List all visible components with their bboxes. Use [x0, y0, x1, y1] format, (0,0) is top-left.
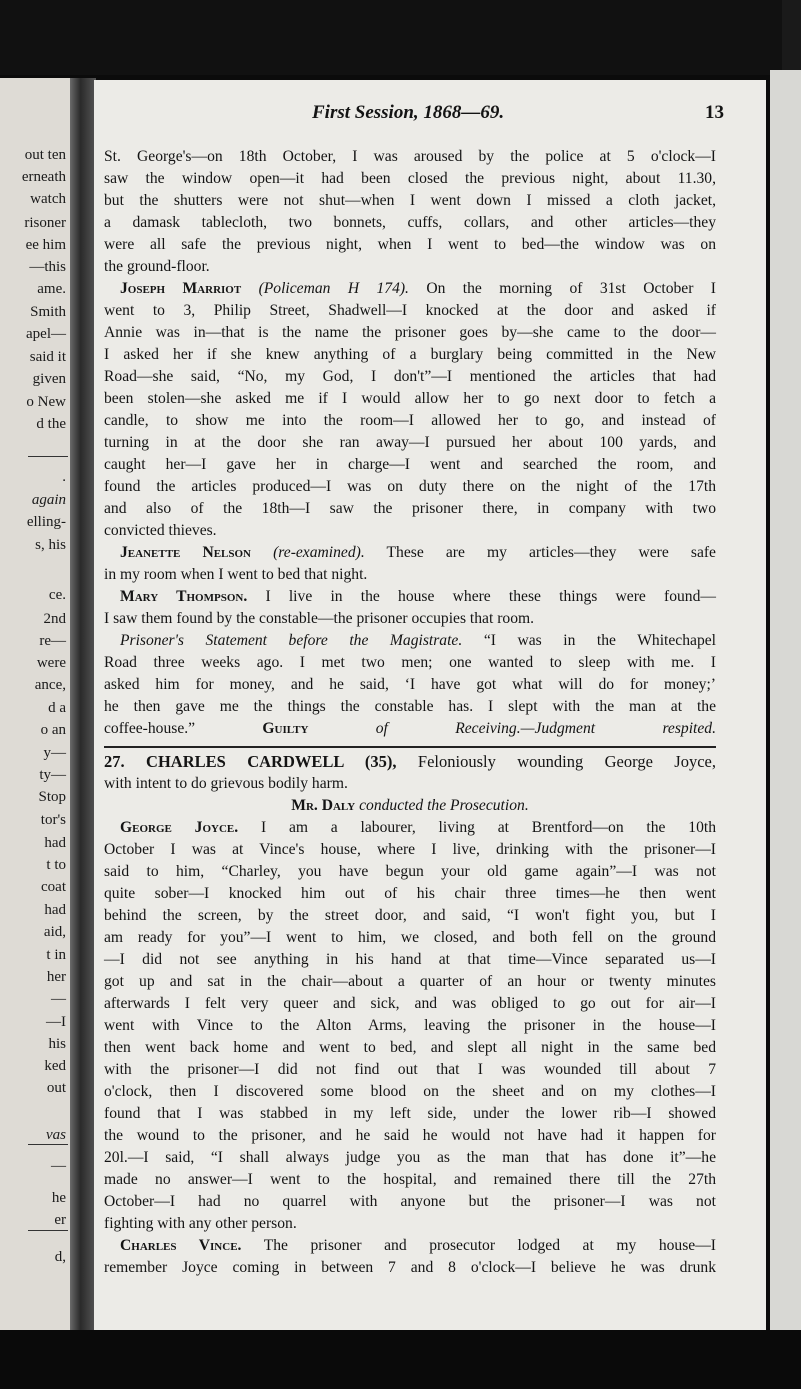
witness-name: George Joyce.: [120, 819, 239, 836]
facing-page-text-fragment: ce.: [48, 587, 66, 603]
prosecution-counsel: Mr. Daly: [291, 797, 356, 814]
facing-page-text-fragment: —: [51, 991, 66, 1007]
prosecution-line: [104, 795, 716, 817]
text-line: but the shutters were not shut—when I went down I missed a cloth jacket,: [104, 192, 716, 209]
paragraph-joyce-testimony: [104, 839, 716, 1213]
page-body: [104, 146, 716, 1279]
page-title: First Session, 1868—69.: [312, 102, 505, 123]
text-line: October—I had no quarrel with anyone but the prisoner—I was not: [104, 1193, 716, 1210]
facing-page-text-fragment: his: [48, 1036, 66, 1052]
facing-page-text-fragment: ee him: [25, 237, 66, 253]
facing-page-text-fragment: said it: [29, 349, 66, 365]
text-line: asked him for money, and he said, ‘I have got what will do for money;’: [104, 676, 716, 693]
text-line: went to 3, Philip Street, Shadwell—I knocked at the door and asked if: [104, 302, 716, 319]
text-line: 20l.—I said, “I shall always judge you as the man that has done it”—he: [104, 1149, 716, 1166]
facing-page-text-fragment: apel—: [26, 326, 66, 342]
prosecution-text: conducted the Prosecution.: [359, 797, 529, 814]
case-charge-continued: with intent to do grievous bodily harm.: [104, 775, 348, 792]
text-line: and also of the 18th—I saw the prisoner there, in company with two: [104, 500, 716, 517]
facing-page-text-fragment: her: [46, 969, 66, 985]
text-line: caught her—I gave her in charge—I went and searched the room, and: [104, 456, 716, 473]
text-line: convicted thieves.: [104, 522, 217, 539]
text-line: found that I was stabbed in my left side, under the lower rib—I showed: [104, 1105, 716, 1122]
text-line: afterwards I felt very queer and sick, and was obliged to go out for air—I: [104, 995, 716, 1012]
verdict-line: [104, 718, 716, 740]
facing-page-text-fragment: .: [62, 469, 66, 485]
facing-page-rule: [28, 1230, 68, 1231]
running-header: [94, 102, 766, 128]
facing-page-text-fragment: were: [36, 655, 66, 671]
text-line: behind the screen, by the street door, and said, “I won't fight you, but I: [104, 907, 716, 924]
book-page: [94, 80, 766, 1330]
scan-bottom-border: [0, 1330, 801, 1389]
case-number: 27.: [104, 752, 125, 771]
text-line: —I did not see anything in his hand at that time—Vince separated us—I: [104, 951, 716, 968]
verdict-text: of Receiving.—Judgment respited.: [375, 720, 716, 737]
statement-label: Prisoner's Statement before the Magistrate.: [120, 632, 463, 649]
witness-name: Mary Thompson.: [120, 588, 248, 605]
facing-page-text-fragment: ty—: [39, 767, 66, 783]
text-line: Road—she said, “No, my God, I don't”—I mentioned the articles that had: [104, 368, 716, 385]
witness-name: Charles Vince.: [120, 1237, 242, 1254]
verdict-guilty: Guilty: [262, 720, 309, 737]
facing-page-text-fragment: o New: [26, 394, 66, 410]
facing-page-text-fragment: d the: [36, 416, 66, 432]
facing-page-text-fragment: —this: [29, 259, 66, 275]
facing-page-text-fragment: Stop: [38, 789, 66, 805]
marriot-first-line: [104, 278, 716, 300]
facing-page-left: [0, 78, 72, 1330]
paragraph-nelson-testimony: [104, 146, 716, 278]
book-gutter: [70, 78, 96, 1330]
facing-page-text-fragment: again: [31, 492, 66, 508]
facing-page-text-fragment: d a: [48, 700, 66, 716]
facing-page-text-fragment: risoner: [24, 215, 66, 231]
facing-page-text-fragment: out ten: [24, 147, 66, 163]
text-line: remember Joyce coming in between 7 and 8 o'clock—I believe he was drunk: [104, 1259, 716, 1276]
text-line: been stolen—she asked me if I would allow her to go next door to fetch a: [104, 390, 716, 407]
facing-page-text-fragment: re—: [39, 633, 66, 649]
facing-page-rule: [28, 456, 68, 457]
witness-role: (re-examined).: [273, 544, 365, 561]
text-line: the wound to the prisoner, and he said he would not have had it happen for: [104, 1127, 716, 1144]
facing-page-text-fragment: s, his: [35, 537, 66, 553]
text-line: Annie was in—that is the name the prisoner goes by—she came to the door—: [104, 324, 716, 341]
facing-page-text-fragment: elling-: [26, 514, 66, 530]
case-heading: [104, 751, 716, 773]
text-line: fighting with any other person.: [104, 1215, 297, 1232]
facing-page-text-fragment: he: [51, 1190, 66, 1206]
line-text: These are my articles—they were safe: [386, 544, 716, 561]
text-line: a damask tablecloth, two bonnets, cuffs, collars, and other articles—they: [104, 214, 716, 231]
page-number: 13: [705, 102, 724, 123]
text-line: were all safe the previous night, when I went to bed—the window was on: [104, 236, 716, 253]
text-line: made no answer—I went to the hospital, and remained there till the 27th: [104, 1171, 716, 1188]
next-page-edge: [770, 70, 801, 1340]
nelson-line: [104, 542, 716, 564]
thompson-line: [104, 586, 716, 608]
facing-page-text-fragment: vas: [46, 1127, 66, 1143]
facing-page-text-fragment: y—: [43, 745, 66, 761]
text-line: said to him, “Charley, you have begun your old game again”—I was not: [104, 863, 716, 880]
facing-page-text-fragment: watch: [30, 191, 66, 207]
line-text: The prisoner and prosecutor lodged at my house—I: [263, 1237, 716, 1254]
facing-page-text-fragment: had: [44, 902, 66, 918]
facing-page-text-fragment: ame.: [37, 281, 66, 297]
case-divider: [104, 746, 716, 748]
text-line: saw the window open—it had been closed the previous night, about 11.30,: [104, 170, 716, 187]
vince-first-line: [104, 1235, 716, 1257]
statement-line: [104, 630, 716, 652]
text-line: quite sober—I knocked him out of his chair three times—he then went: [104, 885, 716, 902]
text-line: candle, to show me into the room—I allowed her to go, and instead of: [104, 412, 716, 429]
facing-page-rule: [28, 1144, 68, 1145]
facing-page-text-fragment: —: [51, 1158, 66, 1174]
text-line: St. George's—on 18th October, I was aroused by the police at 5 o'clock—I: [104, 148, 716, 165]
text-line: turning in at the door she ran away—I pursued her about 100 yards, and: [104, 434, 716, 451]
line-text: On the morning of 31st October I: [426, 280, 716, 297]
text-line: October I was at Vince's house, where I live, drinking with the prisoner—I: [104, 841, 716, 858]
facing-page-text-fragment: o an: [40, 722, 66, 738]
text-line: I asked her if she knew anything of a burglary being committed in the New: [104, 346, 716, 363]
text-line: o'clock, then I discovered some blood on the sheet and on my clothes—I: [104, 1083, 716, 1100]
facing-page-text-fragment: ked: [44, 1058, 66, 1074]
facing-page-text-fragment: t in: [46, 947, 66, 963]
witness-name: Joseph Marriot: [120, 280, 242, 297]
text-line: with the prisoner—I did not find out that I was wounded till about 7: [104, 1061, 716, 1078]
line-text: I live in the house where these things were found—: [265, 588, 716, 605]
line-text: “I was in the Whitechapel: [483, 632, 717, 649]
text-line: he then gave me the things the constable has. I slept with the man at the: [104, 698, 716, 715]
joyce-first-line: [104, 817, 716, 839]
scan-top-border: [0, 0, 801, 75]
facing-page-text-fragment: t to: [46, 857, 66, 873]
text-line: Road three weeks ago. I met two men; one wanted to sleep with me. I: [104, 654, 716, 671]
case-charge: Feloniously wounding George Joyce,: [417, 752, 716, 771]
facing-page-text-fragment: ance,: [34, 677, 66, 693]
paragraph-statement: [104, 652, 716, 718]
facing-page-text-fragment: out: [46, 1080, 66, 1096]
facing-page-text-fragment: tor's: [40, 812, 66, 828]
facing-page-text-fragment: 2nd: [43, 611, 66, 627]
facing-page-text-fragment: d,: [54, 1249, 66, 1265]
facing-page-text-fragment: Smith: [30, 304, 66, 320]
facing-page-text-fragment: given: [32, 371, 66, 387]
witness-role: (Policeman H 174).: [258, 280, 409, 297]
facing-page-text-fragment: coat: [41, 879, 66, 895]
paragraph-marriot-testimony: [104, 300, 716, 542]
facing-page-text-fragment: erneath: [21, 169, 66, 185]
witness-name: Jeanette Nelson: [120, 544, 252, 561]
text-line: went with Vince to the Alton Arms, leaving the prisoner in the house—I: [104, 1017, 716, 1034]
text-line: found the articles produced—I was on duty there on the night of the 17th: [104, 478, 716, 495]
text-line: am ready for you”—I went to him, we closed, and both fell on the ground: [104, 929, 716, 946]
text-line: then went back home and went to bed, and slept all night in the same bed: [104, 1039, 716, 1056]
line-text: coffee-house.”: [104, 720, 196, 737]
text-line: I saw them found by the constable—the prisoner occupies that room.: [104, 610, 535, 627]
text-line: the ground-floor.: [104, 258, 210, 275]
case-name: CHARLES CARDWELL (35),: [146, 752, 397, 771]
facing-page-text-fragment: —I: [46, 1014, 66, 1030]
line-text: I am a labourer, living at Brentford—on the 10th: [260, 819, 716, 836]
facing-page-text-fragment: had: [44, 835, 66, 851]
facing-page-text-fragment: aid,: [43, 924, 66, 940]
text-line: got up and sat in the chair—about a quarter of an hour or twenty minutes: [104, 973, 716, 990]
text-line: in my room when I went to bed that night.: [104, 566, 368, 583]
facing-page-text-fragment: er: [54, 1212, 66, 1228]
